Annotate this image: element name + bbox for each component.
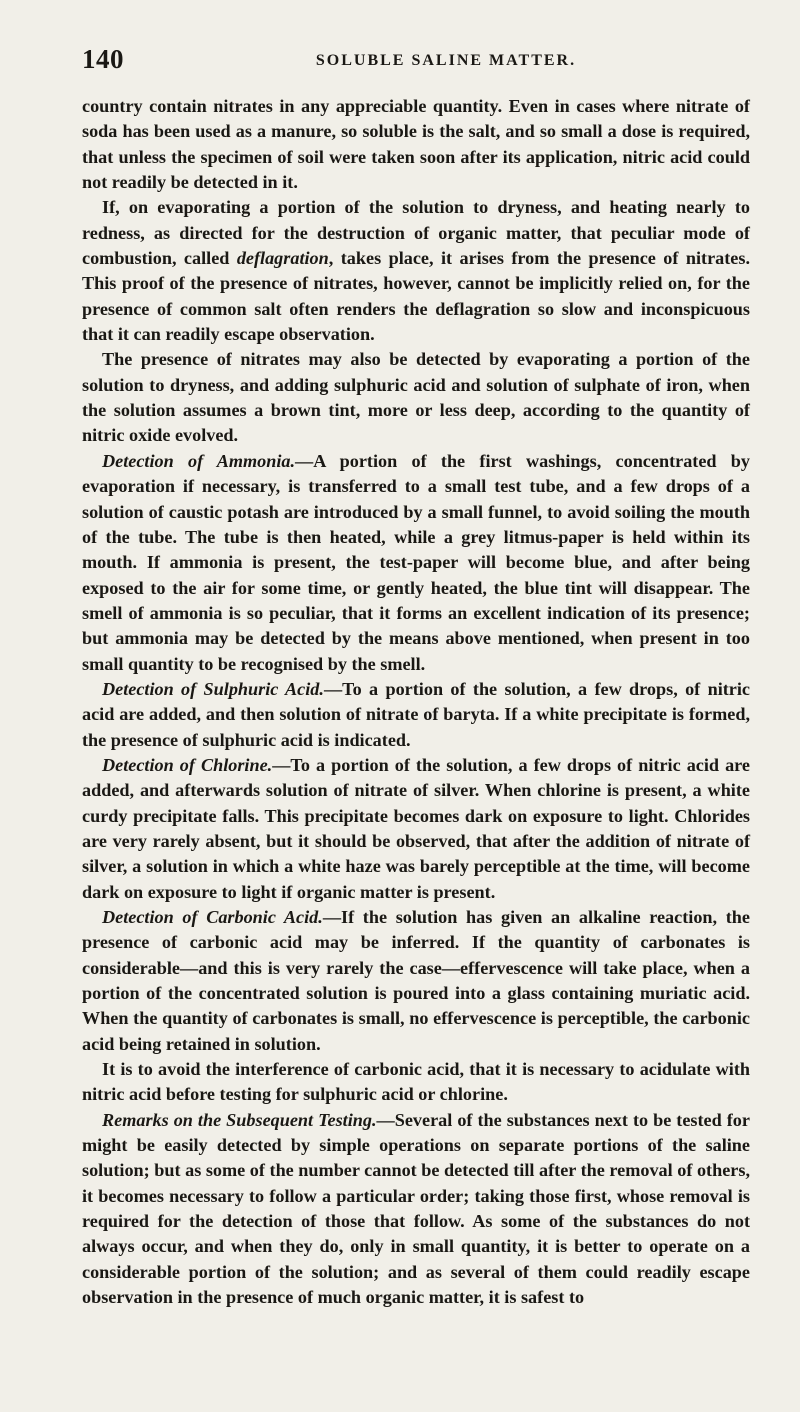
paragraph	[82, 677, 750, 753]
section-heading: Detection of Ammonia.	[102, 450, 296, 471]
page-number: 140	[82, 44, 124, 74]
paragraph-text: If, on evaporating a portion of the solution to dryness, and heating nearly to redness, as directed for the destruction of organic matter, that peculiar mode of combustion, called	[82, 197, 750, 269]
paragraph	[82, 449, 750, 677]
paragraph-text: —To a portion of the solution, a few drops, of nitric acid are added, and then solution of nitrate of baryta. If a white precipitate is formed, the presence of sulphuric acid is indicated.	[82, 678, 750, 750]
paragraph	[82, 195, 750, 347]
paragraph-text: —Several of the substances next to be tested for might be easily detected by simple operations on separate portions of the saline solution; but as some of the number cannot be detected till after the removal of others, it becomes necessary to follow a particular order; taking those first, whose removal is required for the detection of those that follow. As some of the substances do not always occur, and when they do, only in small quantity, it is better to operate on a considerable portion of the solution; and as several of them could readily escape observation in the presence of much organic matter, it is safest to	[82, 1109, 750, 1308]
paragraph-text: , takes place, it arises from the presence of nitrates. This proof of the presence of nitrates, however, cannot be implicitly relied on, for the presence of common salt often renders the deflagration so slow and inconspicuous that it can readily escape observation.	[82, 248, 750, 345]
paragraph	[82, 347, 750, 448]
paragraph-text: —If the solution has given an alkaline reaction, the presence of carbonic acid may be inferred. If the quantity of carbonates is considerable—and this is very rarely the case—effervescence will take place, when a portion of the concentrated solution is poured into a glass containing muriatic acid. When the quantity of carbonates is small, no effervescence is perceptible, the carbonic acid being retained in solution.	[82, 907, 750, 1054]
section-heading: Detection of Sulphuric Acid.	[102, 678, 324, 699]
paragraph	[82, 905, 750, 1057]
paragraph	[82, 1057, 750, 1108]
paragraph-text: —To a portion of the solution, a few drops of nitric acid are added, and afterwards solution of nitrate of silver. When chlorine is present, a white curdy precipitate falls. This precipitate becomes dark on exposure to light. Chlorides are very rarely absent, but it should be observed, that after the addition of nitrate of silver, a solution in which a white haze was barely perceptible at the time, will become dark on exposure to light if organic matter is present.	[82, 754, 750, 902]
section-heading: Detection of Carbonic Acid.	[102, 907, 323, 927]
body-text	[82, 94, 750, 1311]
paragraph-text: The presence of nitrates may also be detected by evaporating a portion of the solution to dryness, and adding sulphuric acid and solution of sulphate of iron, when the solution assumes a brown tint, more or less deep, according to the quantity of nitric oxide evolved.	[82, 349, 750, 446]
paragraph-text: —A portion of the first washings, concentrated by evaporation if necessary, is transferred to a small test tube, and a few drops of a solution of caustic potash are introduced by a small funnel, to avoid soiling the mouth of the tube. The tube is then heated, while a grey litmus-paper is held within its mouth. If ammonia is present, the test-paper will become blue, and after being exposed to the air for some time, or gently heated, the blue tint will disappear. The smell of ammonia is so peculiar, that it forms an excellent indication of its presence; but ammonia may be detected by the means above mentioned, when present in too small quantity to be recognised by the smell.	[82, 450, 750, 674]
section-heading: Detection of Chlorine.	[102, 754, 273, 775]
page-header	[82, 44, 750, 80]
paragraph	[82, 1108, 750, 1311]
paragraph-text: country contain nitrates in any appreciable quantity. Even in cases where nitrate of soda has been used as a manure, so soluble is the salt, and so small a dose is required, that unless the specimen of soil were taken soon after its application, nitric acid could not readily be detected in it.	[82, 96, 750, 193]
paragraph	[82, 753, 750, 905]
italic-term: deflagration	[236, 248, 329, 269]
section-heading: Remarks on the Subsequent Testing.	[102, 1109, 377, 1130]
paragraph-text: It is to avoid the interference of carbonic acid, that it is necessary to acidulate with nitric acid before testing for sulphuric acid or chlorine.	[82, 1059, 750, 1105]
running-head: SOLUBLE SALINE MATTER.	[315, 52, 577, 69]
paragraph	[82, 94, 750, 195]
